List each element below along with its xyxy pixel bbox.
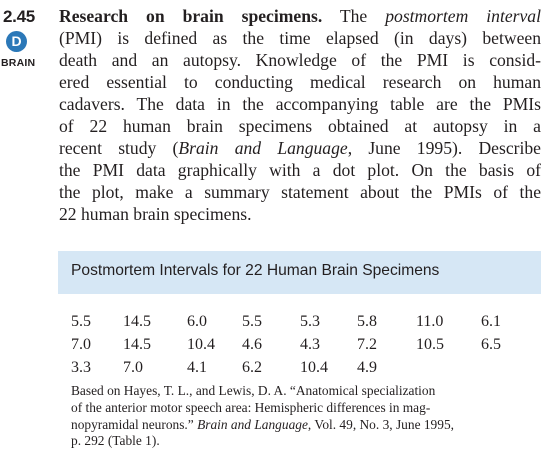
table-cell: 5.5 bbox=[71, 313, 91, 330]
table-cell: 10.5 bbox=[416, 336, 444, 353]
table-cell: 3.3 bbox=[71, 359, 91, 376]
table-cell: 6.0 bbox=[187, 313, 207, 330]
exercise-line: of 22 human brain specimens obtained at autopsy in a bbox=[59, 116, 541, 136]
exercise-line: Research on brain specimens. The postmortem interval bbox=[59, 6, 541, 26]
table-cell: 6.2 bbox=[242, 359, 262, 376]
table-cell: 7.0 bbox=[71, 336, 91, 353]
table-cell: 4.1 bbox=[187, 359, 207, 376]
table-cell: 4.3 bbox=[300, 336, 320, 353]
exercise-line: 22 human brain specimens. bbox=[59, 204, 252, 224]
table-cell: 6.1 bbox=[481, 313, 501, 330]
table-cell: 14.5 bbox=[123, 336, 151, 353]
table-cell: 4.6 bbox=[242, 336, 262, 353]
source-citation: Based on Hayes, T. L., and Lewis, D. A. “Anatomical specialization of the anterior motor speech area: Hemispheric differences in mag- nopyramidal neurons.” Brain and Language, Vol. 49, No. 3, June 1995, p. 292 (Table 1). bbox=[71, 383, 454, 449]
table-cell: 7.2 bbox=[357, 336, 377, 353]
data-file-tag: BRAIN bbox=[1, 57, 36, 69]
exercise-line: death and an autopsy. Knowledge of the PMI is consid- bbox=[59, 50, 541, 70]
table-cell: 4.9 bbox=[357, 359, 377, 376]
exercise-number: 2.45 bbox=[3, 7, 35, 26]
table-cell: 10.4 bbox=[187, 336, 215, 353]
exercise-text bbox=[59, 5, 541, 225]
exercise-line: recent study (Brain and Language, June 1995). Describe bbox=[59, 138, 541, 158]
table-cell: 14.5 bbox=[123, 313, 151, 330]
exercise-line: the PMI data graphically with a dot plot. On the basis of bbox=[59, 160, 541, 180]
table-cell: 5.5 bbox=[242, 313, 262, 330]
exercise-line: (PMI) is defined as the time elapsed (in days) between bbox=[59, 28, 541, 48]
journal-name: Brain and Language bbox=[178, 138, 348, 158]
exercise-line: the plot, make a summary statement about the PMIs of the bbox=[59, 182, 541, 202]
exercise-line: ered essential to conducting medical research on human bbox=[59, 72, 541, 92]
exercise-line: cadavers. The data in the accompanying table are the PMIs bbox=[59, 94, 541, 114]
table-cell: 5.3 bbox=[300, 313, 320, 330]
exercise-title: Research on brain specimens. bbox=[59, 6, 323, 26]
table-title: Postmortem Intervals for 22 Human Brain Specimens bbox=[71, 262, 440, 279]
table-cell: 6.5 bbox=[481, 336, 501, 353]
table-cell: 11.0 bbox=[416, 313, 444, 330]
data-set-badge-icon: D bbox=[6, 31, 27, 52]
table-cell: 7.0 bbox=[123, 359, 143, 376]
table-cell: 5.8 bbox=[357, 313, 377, 330]
table-cell: 10.4 bbox=[300, 359, 328, 376]
